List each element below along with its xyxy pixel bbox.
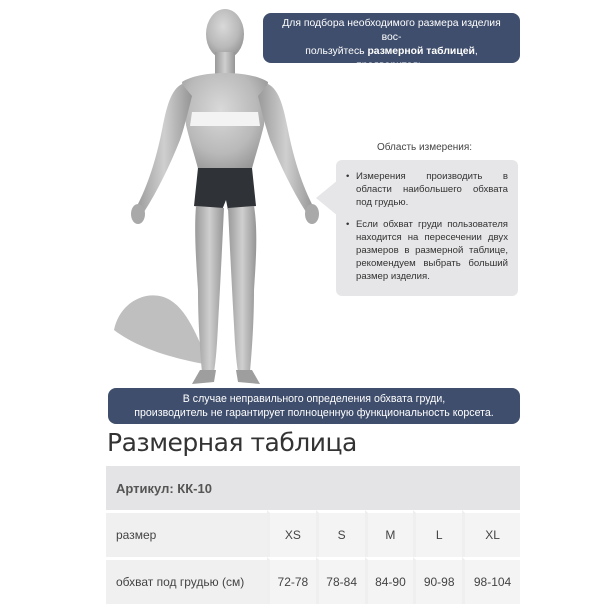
callout-line-2-pre: пользуйтесь	[305, 46, 368, 57]
right-arm	[136, 84, 192, 212]
underwear	[194, 168, 256, 210]
warning-line-2: производитель не гарантирует полноценную функциональность корсета.	[134, 407, 494, 419]
measurement-info-box	[336, 160, 518, 296]
range-cell: 72-78	[267, 557, 316, 604]
range-cell: 90-98	[413, 557, 462, 604]
range-cell: 98-104	[462, 557, 520, 604]
right-foot	[192, 370, 216, 384]
measurement-bullet	[346, 170, 508, 209]
range-cell: 84-90	[365, 557, 414, 604]
callout-line-2-post: , предваритель-	[356, 46, 478, 71]
info-box-pointer	[316, 180, 338, 216]
bullet-dot: •	[346, 219, 350, 230]
measurement-region-label: Область измерения:	[377, 142, 473, 153]
neck	[215, 52, 235, 74]
article-row	[106, 466, 520, 510]
article-cell: Артикул: КК-10	[106, 466, 520, 510]
warning-line-1: В случае неправильного определения обхвата груди,	[182, 393, 446, 405]
bullet-text: Измерения производить в области наибольшего обхвата под грудью.	[356, 171, 508, 208]
size-cell: XL	[462, 510, 520, 557]
range-cell: 78-84	[316, 557, 365, 604]
left-foot	[236, 370, 260, 384]
floor-shadow	[114, 295, 210, 365]
head	[206, 9, 244, 59]
size-table-instruction-callout	[263, 13, 520, 99]
callout-line-2-bold: размерной таблицей	[367, 46, 475, 57]
chest-band	[190, 112, 260, 126]
right-hand	[131, 204, 145, 224]
table-row	[106, 510, 520, 557]
bullet-text: Если обхват груди пользователя находится на пересечении двух размеров в размерной таблице, рекомендуем выбрать больший размер изделия.	[356, 219, 508, 282]
row-label: обхват под грудью (см)	[106, 557, 267, 604]
row-label: размер	[106, 510, 267, 557]
size-cell: S	[316, 510, 365, 557]
measurement-bullet	[346, 218, 508, 283]
callout-line-1: Для подбора необходимого размера изделия вос-	[282, 18, 501, 43]
size-table-title: Размерная таблица	[107, 428, 357, 457]
callout-line-2	[271, 45, 512, 73]
callout-line-3: но измерив/ уточнив все необходимые параметры	[298, 74, 485, 99]
size-table	[106, 466, 520, 604]
left-leg	[228, 206, 256, 372]
size-cell: XS	[267, 510, 316, 557]
left-arm	[258, 84, 314, 212]
bullet-dot: •	[346, 171, 350, 182]
warranty-warning-callout	[108, 388, 520, 424]
table-row	[106, 557, 520, 604]
size-cell: L	[413, 510, 462, 557]
size-cell: M	[365, 510, 414, 557]
